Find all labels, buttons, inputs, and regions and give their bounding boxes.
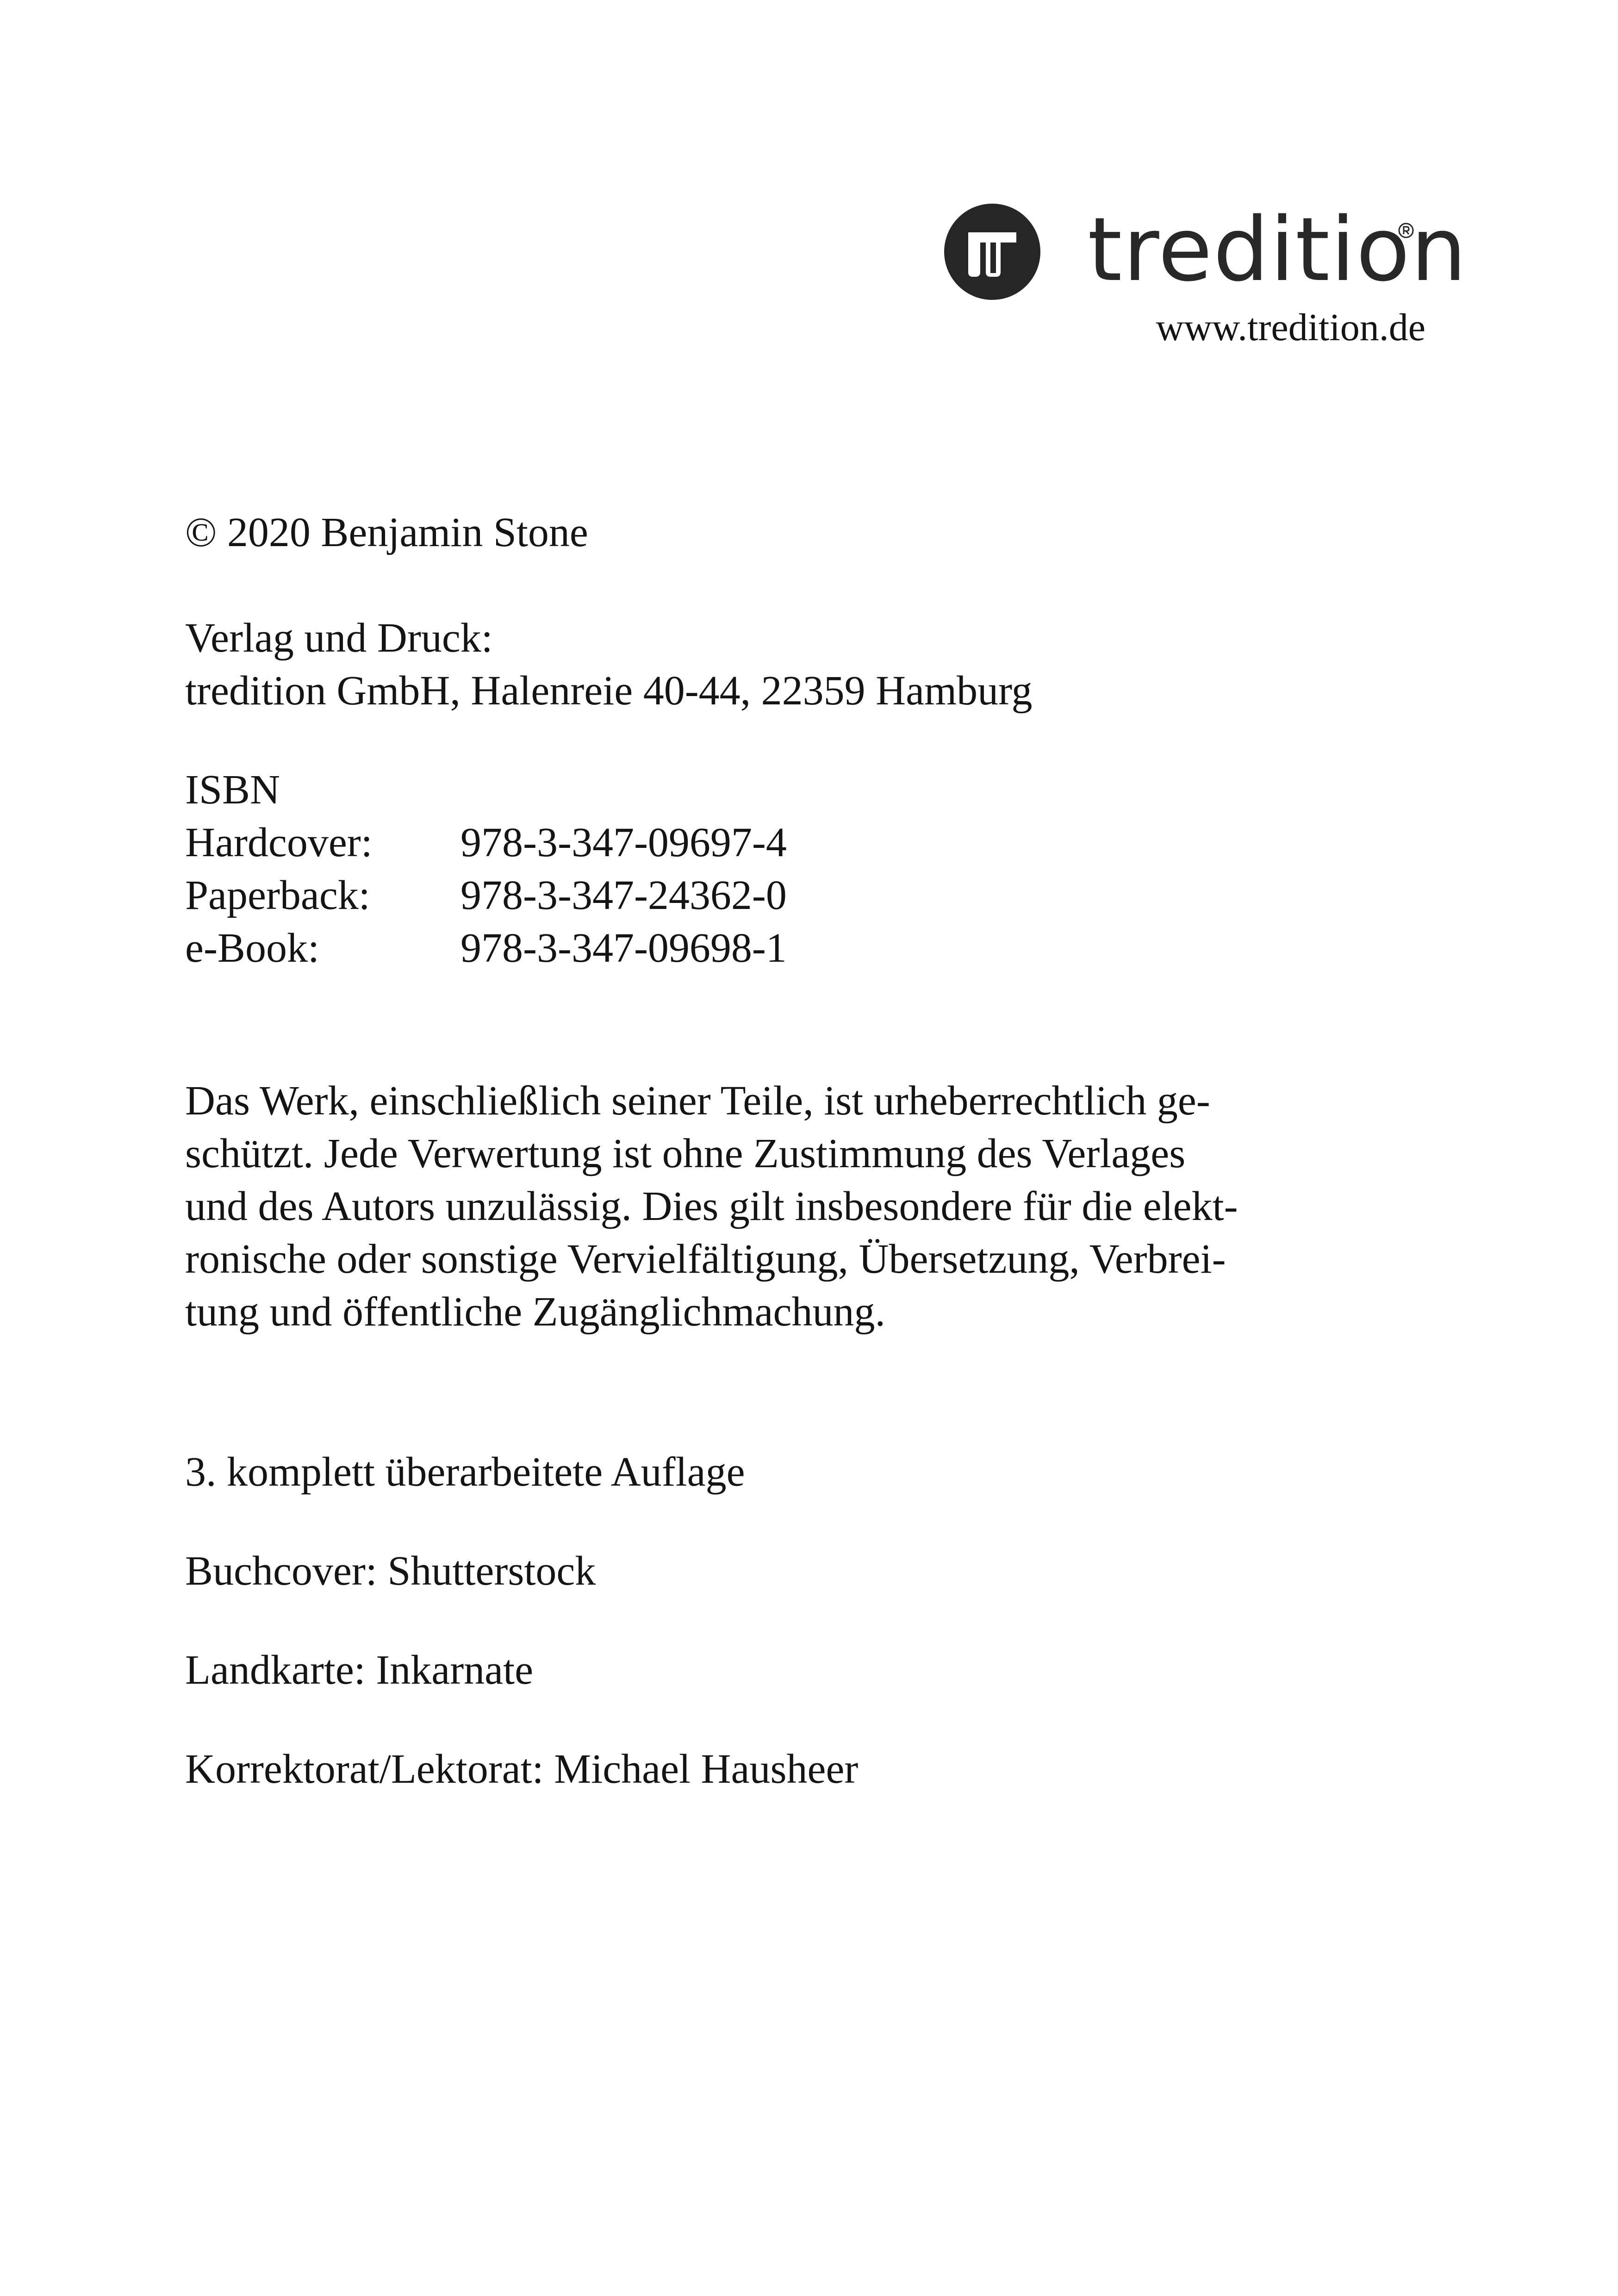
legal-notice-line: und des Autors unzulässig. Dies gilt insbesondere für die elekt- bbox=[185, 1183, 1238, 1229]
legal-notice-line: schützt. Jede Verwertung ist ohne Zustimmung des Verlages bbox=[185, 1131, 1186, 1176]
isbn-row-paperback bbox=[185, 869, 787, 922]
imprint-heading: Verlag und Druck: bbox=[185, 615, 493, 661]
isbn-value: 978-3-347-09698-1 bbox=[461, 925, 787, 971]
legal-notice-line: ronische oder sonstige Vervielfältigung, Übersetzung, Verbrei- bbox=[185, 1236, 1226, 1282]
legal-notice-line: Das Werk, einschließlich seiner Teile, ist urheberrechtlich ge- bbox=[185, 1078, 1210, 1124]
isbn-table bbox=[185, 816, 787, 975]
isbn-label: Hardcover: bbox=[185, 820, 373, 865]
edition-line: 3. komplett überarbeitete Auflage bbox=[185, 1449, 745, 1495]
isbn-label: e-Book: bbox=[185, 925, 319, 971]
legal-notice bbox=[185, 1075, 1388, 1338]
imprint-address: tredition GmbH, Halenreie 40-44, 22359 Hamburg bbox=[185, 668, 1033, 714]
legal-notice-line: tung und öffentliche Zugänglichmachung. bbox=[185, 1289, 885, 1335]
isbn-value: 978-3-347-24362-0 bbox=[461, 872, 787, 918]
publisher-logo bbox=[944, 199, 1468, 349]
isbn-row-ebook bbox=[185, 922, 787, 975]
isbn-label: Paperback: bbox=[185, 872, 370, 918]
publisher-wordmark: tredition bbox=[1088, 199, 1468, 301]
isbn-row-hardcover bbox=[185, 816, 787, 869]
cover-credit: Buchcover: Shutterstock bbox=[185, 1548, 596, 1594]
isbn-heading: ISBN bbox=[185, 767, 280, 813]
editing-credit: Korrektorat/Lektorat: Michael Hausheer bbox=[185, 1746, 859, 1792]
tredition-t-badge-icon bbox=[944, 204, 1040, 300]
publisher-url[interactable]: www.tredition.de bbox=[1156, 306, 1425, 349]
isbn-value: 978-3-347-09697-4 bbox=[461, 820, 787, 865]
registered-trademark-icon bbox=[1398, 222, 1414, 239]
map-credit: Landkarte: Inkarnate bbox=[185, 1647, 534, 1693]
copyright-line: © 2020 Benjamin Stone bbox=[185, 510, 588, 555]
